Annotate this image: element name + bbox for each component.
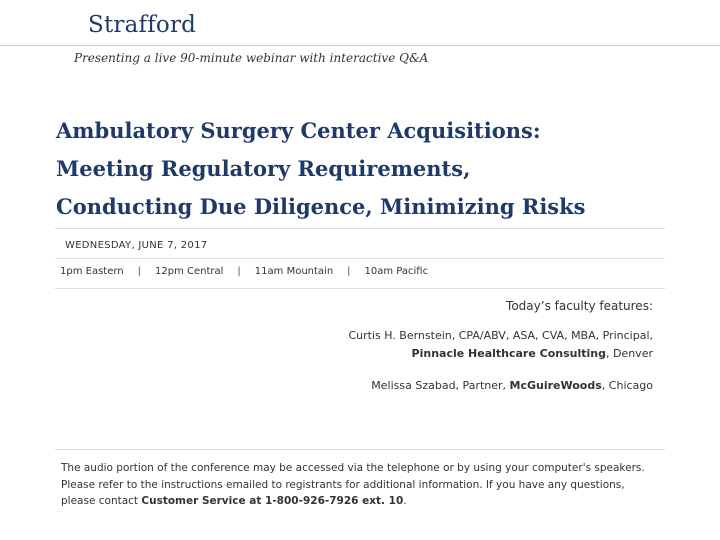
speaker-2-line (371, 377, 653, 395)
audio-instructions (61, 460, 661, 510)
header-divider (0, 45, 720, 46)
webinar-tagline: Presenting a live 90-minute webinar with interactive Q&A (74, 51, 429, 65)
speaker-1 (348, 327, 653, 363)
time-separator: | (347, 266, 351, 277)
footer-divider (55, 449, 665, 450)
customer-service-contact: Customer Service at 1-800-926-7926 ext. 10 (141, 495, 404, 507)
speaker-2-city: , Chicago (601, 379, 653, 392)
speaker-1-firm: Pinnacle Healthcare Consulting (411, 347, 606, 360)
webinar-times (60, 266, 428, 277)
footer-text: The audio portion of the conference may be accessed via the telephone or by using your computer's speakers. Please refer to the instructions emailed to registrants for additional information. If you have any questions, please contact (61, 462, 645, 507)
time-mountain: 11am Mountain (254, 266, 334, 277)
speaker-2 (371, 377, 653, 395)
speaker-1-name-title: Curtis H. Bernstein, CPA/ABV, ASA, CVA, MBA, Principal, (348, 329, 653, 342)
title-line-2: Meeting Regulatory Requirements, (56, 156, 471, 181)
faculty-heading: Today’s faculty features: (506, 299, 653, 313)
speaker-1-affiliation (348, 345, 653, 363)
speaker-1-city: , Denver (605, 347, 653, 360)
time-eastern: 1pm Eastern (60, 266, 124, 277)
webinar-date: WEDNESDAY, JUNE 7, 2017 (65, 240, 208, 251)
speaker-2-firm: McGuireWoods (509, 379, 602, 392)
time-pacific: 10am Pacific (364, 266, 429, 277)
date-divider (55, 258, 665, 259)
title-line-1: Ambulatory Surgery Center Acquisitions: (56, 118, 541, 143)
title-divider (55, 228, 665, 229)
times-divider (55, 288, 665, 289)
title-line-3: Conducting Due Diligence, Minimizing Risks (56, 194, 586, 219)
time-separator: | (137, 266, 142, 277)
time-separator: | (237, 266, 241, 277)
webinar-title (56, 112, 676, 226)
strafford-logo: Strafford (88, 12, 197, 38)
footer-end: . (403, 495, 407, 507)
time-central: 12pm Central (155, 266, 224, 277)
speaker-2-name-title: Melissa Szabad, Partner, (371, 379, 507, 392)
